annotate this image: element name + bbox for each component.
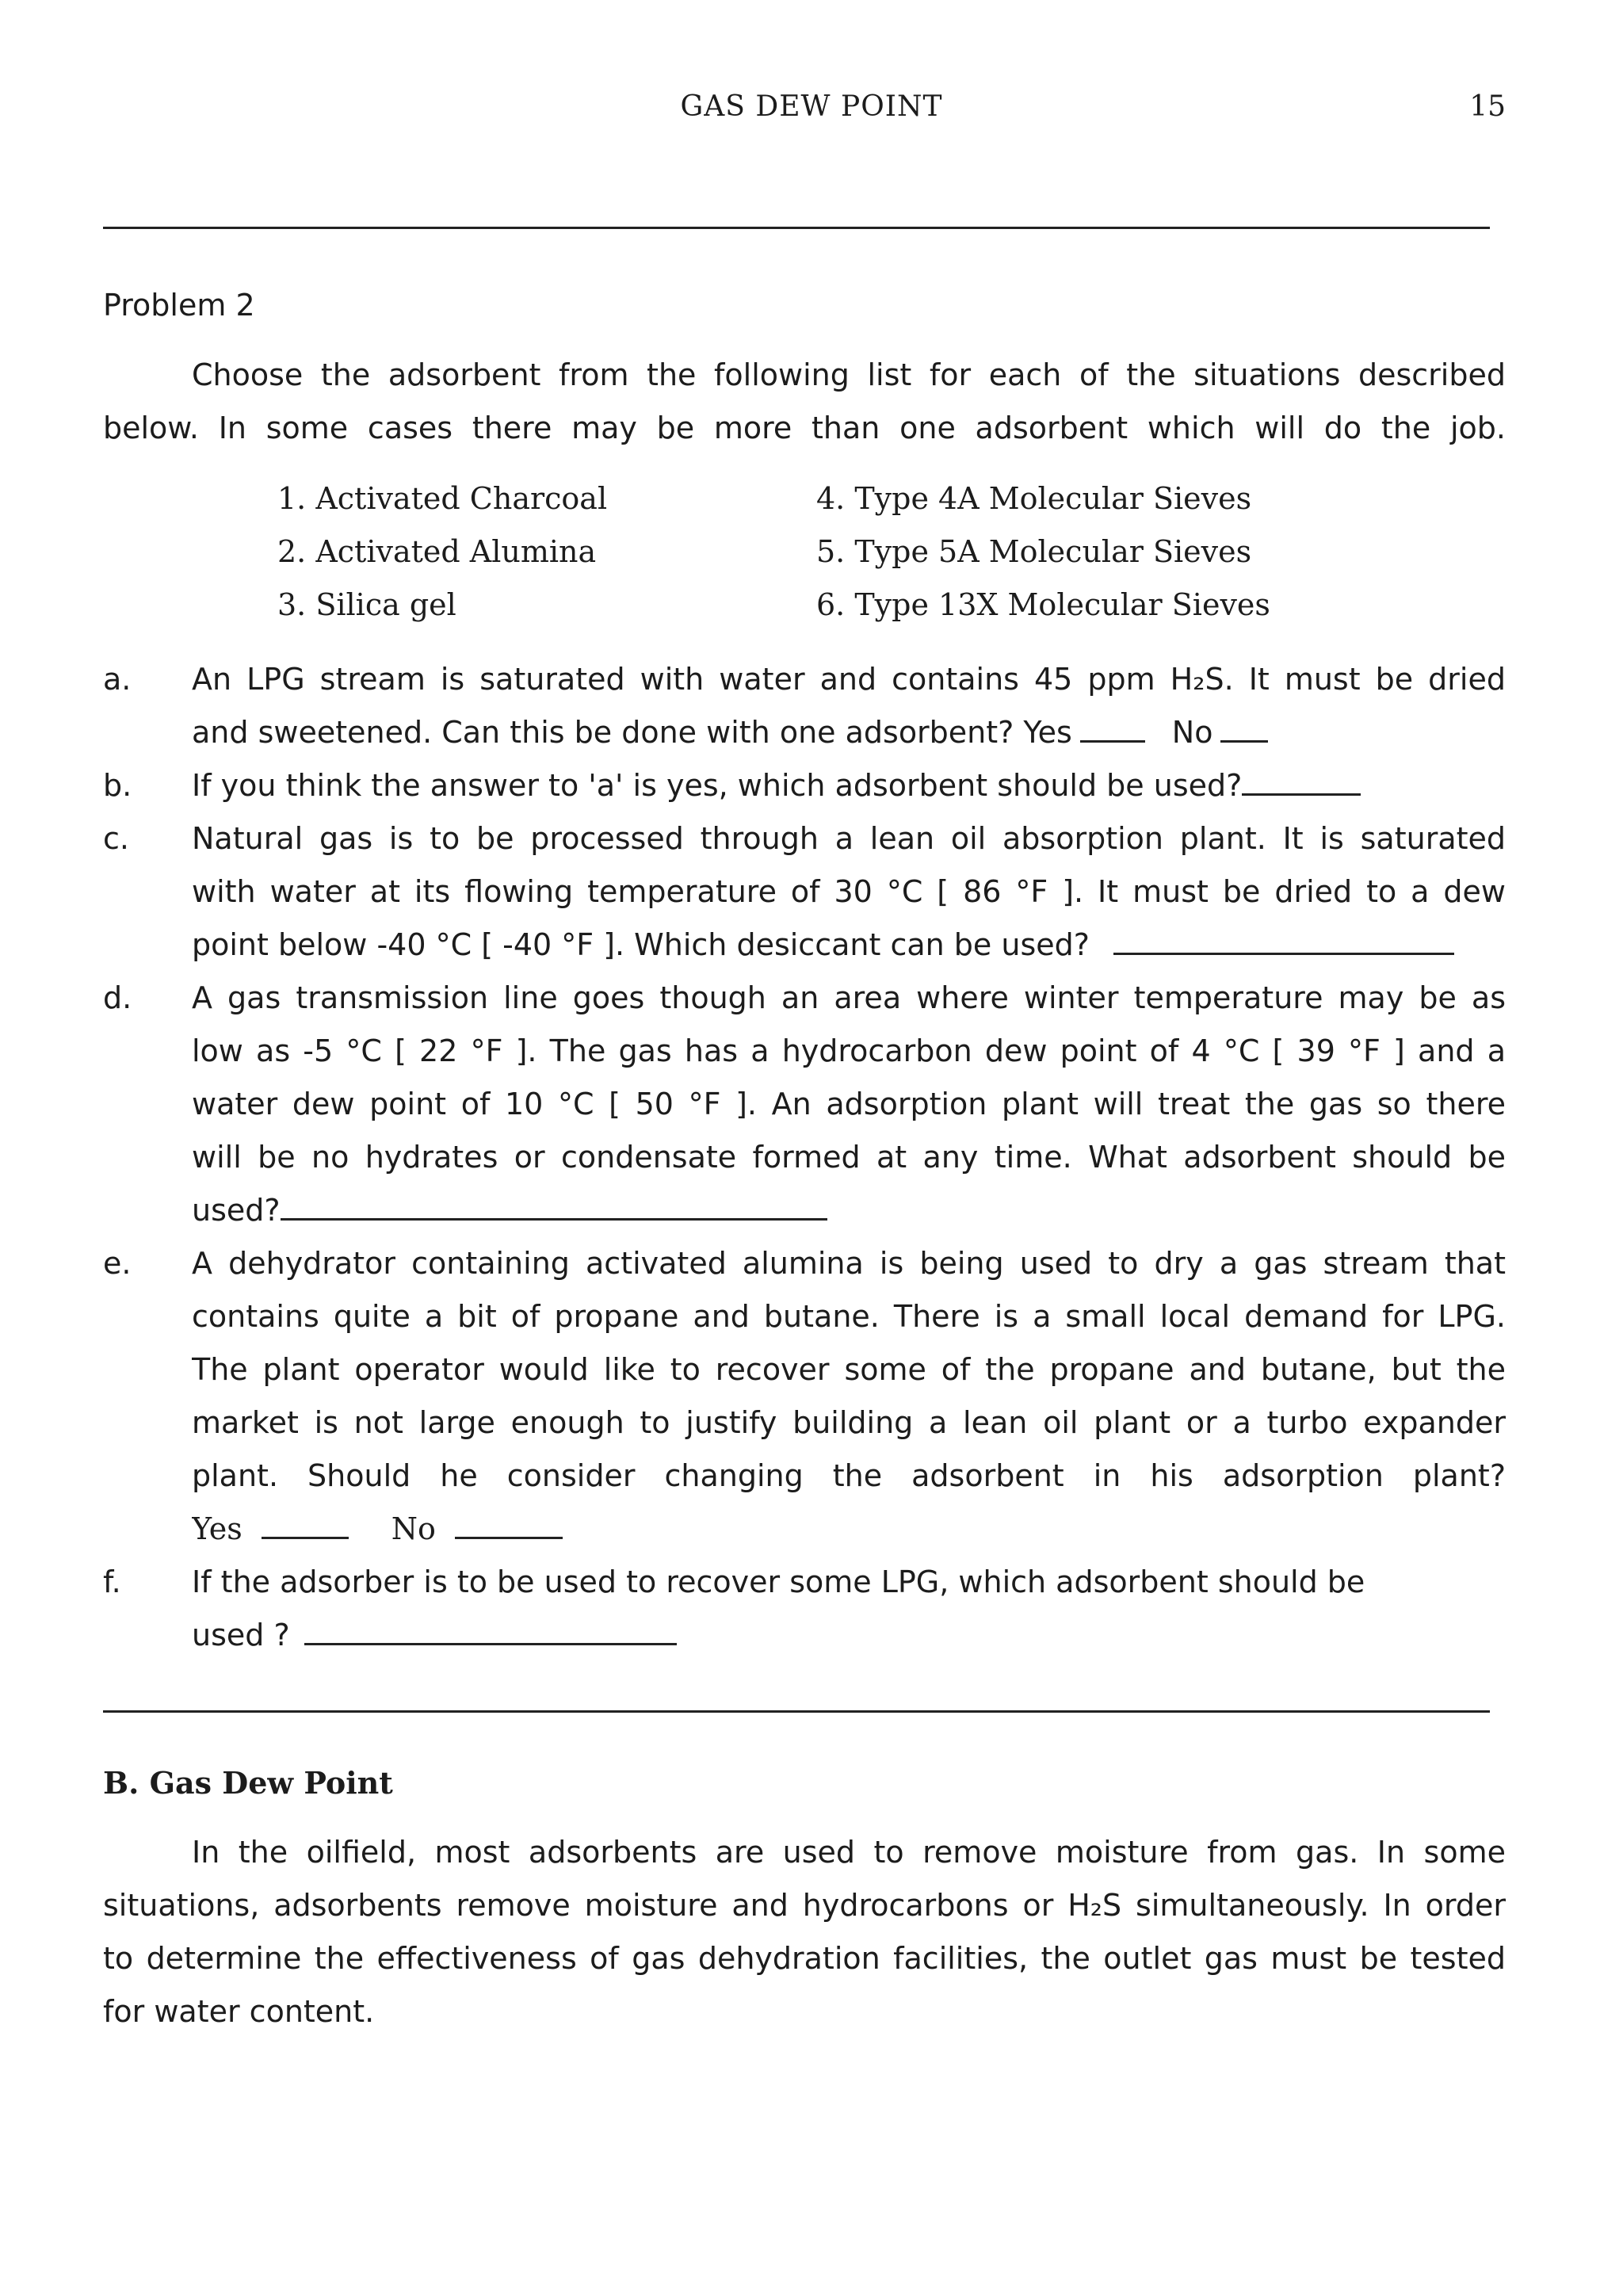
adsorbent-column-right <box>816 472 1270 632</box>
question-line: contains quite a bit of propane and butane. There is a small local demand for LPG. <box>192 1299 1506 1334</box>
adsorbent-item: 5. Type 5A Molecular Sieves <box>816 534 1252 569</box>
question-text: used ? <box>192 1618 290 1652</box>
question-line: low as -5 °C [ 22 °F ]. The gas has a hydrocarbon dew point of 4 °C [ 39 °F ] and a <box>192 1033 1506 1068</box>
question-line: A gas transmission line goes though an area where winter temperature may be as <box>192 980 1506 1015</box>
adsorbent-column-left <box>277 472 607 632</box>
adsorbent-item: 6. Type 13X Molecular Sieves <box>816 587 1270 622</box>
question-body <box>192 972 1506 1237</box>
question-line <box>192 1503 1506 1556</box>
question-text: and sweetened. Can this be done with one adsorbent? Yes <box>192 715 1072 750</box>
body-line: situations, adsorbents remove moisture and hydrocarbons or H₂S simultaneously. In order <box>103 1888 1506 1923</box>
answer-blank[interactable] <box>304 1613 677 1645</box>
adsorbent-item: 1. Activated Charcoal <box>277 481 608 516</box>
question-line <box>192 919 1506 972</box>
running-title: GAS DEW POINT <box>680 90 943 123</box>
question-line <box>192 1184 1506 1237</box>
question-line: will be no hydrates or condensate formed at any time. What adsorbent should be <box>192 1140 1506 1175</box>
answer-blank[interactable] <box>281 1188 827 1221</box>
question-letter: a. <box>103 662 132 697</box>
question-letter: c. <box>103 821 129 856</box>
problem-intro <box>103 349 1506 455</box>
yes-label: Yes <box>192 1511 242 1546</box>
question-line: water dew point of 10 °C [ 50 °F ]. An adsorption plant will treat the gas so there <box>192 1087 1506 1121</box>
question-body <box>192 1237 1506 1556</box>
question-line <box>192 1609 1506 1662</box>
section-heading: B. Gas Dew Point <box>103 1765 393 1801</box>
question-line: market is not large enough to justify building a lean oil plant or a turbo expander <box>192 1405 1506 1440</box>
no-label: No <box>1171 715 1213 750</box>
yes-answer-blank[interactable] <box>262 1507 349 1539</box>
question-line: plant. Should he consider changing the adsorbent in his adsorption plant? <box>192 1458 1506 1493</box>
adsorbent-item: 3. Silica gel <box>277 587 456 622</box>
page-number: 15 <box>1469 90 1506 123</box>
intro-line: Choose the adsorbent from the following list for each of the situations described <box>192 357 1506 392</box>
answer-blank[interactable] <box>1113 923 1454 955</box>
question-text: point below -40 °C [ -40 °F ]. Which desiccant can be used? <box>192 927 1090 962</box>
question-text: If you think the answer to 'a' is yes, which adsorbent should be used? <box>192 768 1243 803</box>
question-text: used? <box>192 1193 281 1228</box>
question-letter: b. <box>103 768 132 803</box>
question-body <box>192 653 1506 759</box>
intro-line: below. In some cases there may be more than one adsorbent which will do the job. <box>103 411 1506 445</box>
question-line: with water at its flowing temperature of 30 °C [ 86 °F ]. It must be dried to a dew <box>192 874 1506 909</box>
question-body <box>192 812 1506 972</box>
question-body <box>192 759 1506 812</box>
no-answer-blank[interactable] <box>1220 710 1268 743</box>
question-line: An LPG stream is saturated with water and contains 45 ppm H₂S. It must be dried <box>192 662 1506 697</box>
question-letter: f. <box>103 1564 121 1599</box>
question-line: A dehydrator containing activated alumina is being used to dry a gas stream that <box>192 1246 1506 1281</box>
question-line: The plant operator would like to recover some of the propane and butane, but the <box>192 1352 1506 1387</box>
question-line <box>192 706 1506 759</box>
question-body <box>192 1556 1506 1662</box>
problem-label: Problem 2 <box>103 288 255 323</box>
no-answer-blank[interactable] <box>455 1507 563 1539</box>
section-body <box>103 1826 1506 2038</box>
body-line: to determine the effectiveness of gas dehydration facilities, the outlet gas must be tested <box>103 1941 1506 1976</box>
question-line: Natural gas is to be processed through a lean oil absorption plant. It is saturated <box>192 821 1506 856</box>
question-letter: e. <box>103 1246 132 1281</box>
no-label: No <box>391 1511 436 1546</box>
body-line: In the oilfield, most adsorbents are used to remove moisture from gas. In some <box>192 1835 1506 1870</box>
yes-answer-blank[interactable] <box>1080 710 1145 743</box>
top-divider <box>103 227 1490 229</box>
section-divider <box>103 1710 1490 1713</box>
page-header <box>0 90 1623 135</box>
question-letter: d. <box>103 980 132 1015</box>
adsorbent-item: 4. Type 4A Molecular Sieves <box>816 481 1252 516</box>
adsorbent-item: 2. Activated Alumina <box>277 534 597 569</box>
question-line <box>192 759 1506 812</box>
question-line: If the adsorber is to be used to recover some LPG, which adsorbent should be <box>192 1564 1365 1599</box>
body-line: for water content. <box>103 1994 375 2029</box>
answer-blank[interactable] <box>1242 763 1361 796</box>
